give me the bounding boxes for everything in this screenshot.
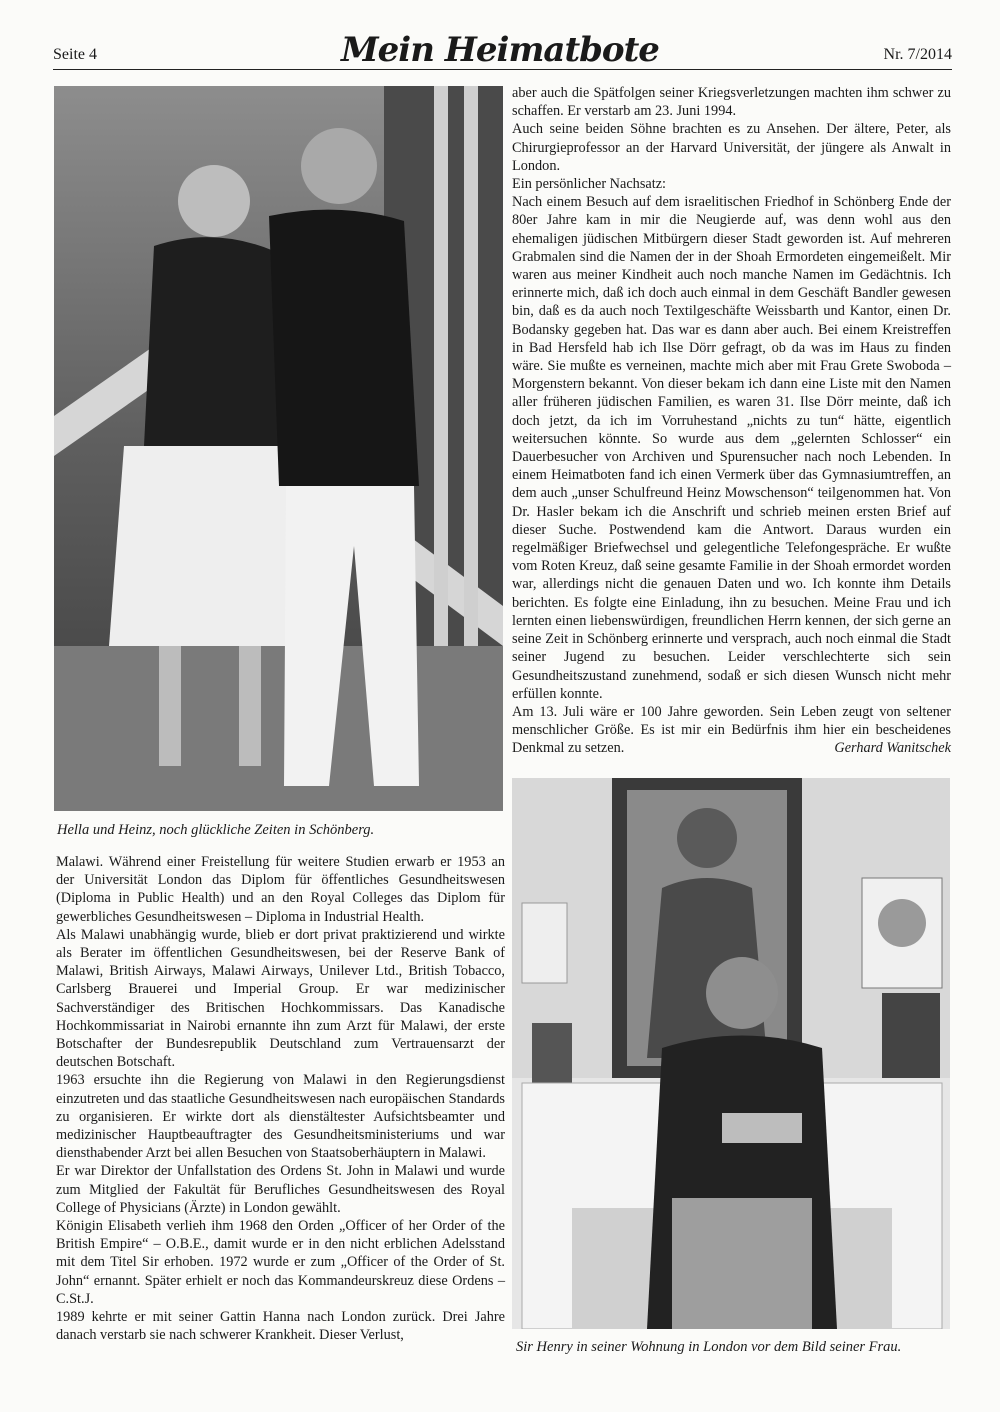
page-number: Seite 4 bbox=[53, 46, 97, 63]
left-column-text bbox=[56, 853, 505, 1344]
paragraph-closing bbox=[512, 703, 951, 758]
paragraph: Nach einem Besuch auf dem israelitischen Friedhof in Schönberg Ende der 80er Jahre kam in mir die Neugierde auf, was denn wohl aus den ehemaligen jüdischen Mitbürgern dieser Stadt geworden ist. Auf mehreren Grabmalen sind die Namen der in der Shoah Ermordeten eingemeißelt. Mir waren aus meiner Kindheit auch noch manche Namen im Gedächtnis. Ich erinnerte mich, daß ich doch auch einmal in dem Geschäft Bandler gewesen bin, daß es da auch noch Textilgeschäfte Weissbarth und Kantor, einen Dr. Bodansky gegeben hat. Das war es dann aber auch. Bei einem Kreistreffen in Bad Hersfeld hab ich Ilse Dörr gefragt, ob da was im Haus zu finden wäre. Sie mußte es verneinen, machte mich aber mit Frau Grete Swoboda – Morgenstern bekannt. Von dieser bekam ich dann eine Liste mit den Namen aller früheren jüdischen Familien, es waren 31. Ilse Dörr meinte, daß ich doch jetzt, da ich im Vorruhestand „nichts zu tun“ hätte, eigentlich weitersuchen könnte. So wurde aus dem „gelernten Schlosser“ ein Dauerbesucher von Archiven und Spurensucher nach noch Lebenden. In einem Heimatboten fand ich einen Vermerk über das Gymnasiumtreffen, an dem auch „unser Schulfreund Heinz Mowschenson“ teilgenommen hat. Von Dr. Hasler bekam ich die Anschrift und schrieb meinen ersten Brief auf dieser Suche. Postwendend kam die Antwort. Daraus wurden ein regelmäßiger Briefwechsel und gelegentliche Telefongespräche. Er wußte vom Roten Kreuz, daß seine gesamte Familie in der Shoah ermordet worden war, allerdings nicht die genauen Daten und wo. Ich konnte ihm Details berichten. Es folgte eine Einladung, ihn zu besuchen. Meine Frau und ich lernten einen liebenswürdigen, freundlichen Herrn kennen, der sich gerne an seine Zeit in Schönberg erinnerte und versprach, auch noch einmal die Stadt seiner Jugend zu besuchen. Leider verschlechterte sich sein Gesundheitszustand zunehmend, sodaß er sich diesen Wunsch nicht mehr erfüllen konnte. bbox=[512, 194, 951, 702]
paragraph: Malawi. Während einer Freistellung für weitere Studien erwarb er 1953 an der Universität London das Diplom für öffentliches Gesundheitswesen (Diploma in Public Health) und an den Royal Colleges das Diplom für gewerbliches Gesundheitswesen – Diploma in Industrial Health. bbox=[56, 854, 505, 925]
couple-photo bbox=[54, 86, 503, 811]
photo2-caption: Sir Henry in seiner Wohnung in London vor dem Bild seiner Frau. bbox=[516, 1339, 902, 1355]
masthead-title: Mein Heimatbote bbox=[341, 30, 659, 70]
closing-text: Am 13. Juli wäre er 100 Jahre geworden. Sein Leben zeugt von seltener menschlicher Größe. Es ist mir ein Bedürfnis ihm hier ein bescheidenes Denkmal zu setzen. bbox=[512, 703, 951, 757]
photo1-caption: Hella und Heinz, noch glückliche Zeiten in Schönberg. bbox=[57, 822, 375, 838]
right-column-text bbox=[512, 84, 951, 758]
paragraph: 1963 ersuchte ihn die Regierung von Malawi in den Regierungsdienst einzutreten und das staatliche Gesundheitswesen nach europäischen Standards zu organisieren. Er wirkte dort als dienstältester Aufsichtsbeamter und medizinischer Hauptbeauftragter des Gesundheitsministeriums und war diensthabender Arzt bei allen Besuchen von Staatsoberhäuptern in Malawi. bbox=[56, 1072, 505, 1162]
paragraph: Königin Elisabeth verlieh ihm 1968 den Orden „Officer of her Order of the British Empire“ – O.B.E., damit wurde er in den nicht erblichen Adelsstand mit dem Titel Sir erhoben. 1972 wurde er zum „Officer of the Order of St. John“ ernannt. Später erhielt er noch das Kommandeurskreuz diese Ordens – C.St.J. bbox=[56, 1218, 505, 1307]
paragraph: aber auch die Spätfolgen seiner Kriegsverletzungen machten ihm schwer zu schaffen. Er verstarb am 23. Juni 1994. bbox=[512, 85, 951, 120]
paragraph: Als Malawi unabhängig wurde, blieb er dort privat praktizierend und wirkte als Berater im öffentlichen Gesundheitswesen, bei der Reserve Bank of Malawi, British Airways, Malawi Airways, Unilever Ltd., British Tobacco, Carlsberg Brauerei und Imperial Group. Er war medizinischer Sachverständiger des Britischen Hochkommissars. Das Kanadische Hochkommissariat in Nairobi ernannte ihn zum Arzt für Malawi, der erste Botschafter der Bundesrepublik Deutschland zum Vertrauensarzt der deutschen Botschaft. bbox=[56, 926, 505, 1071]
paragraph: 1989 kehrte er mit seiner Gattin Hanna nach London zurück. Drei Jahre danach verstarb sie nach schwerer Krankheit. Dieser Verlust, bbox=[56, 1309, 505, 1344]
sir-henry-photo bbox=[512, 778, 950, 1329]
paragraph: Auch seine beiden Söhne brachten es zu Ansehen. Der ältere, Peter, als Chirurgieprofessor an der Harvard Universität, der jüngere als Anwalt in London. bbox=[512, 121, 951, 174]
header-rule bbox=[53, 69, 952, 70]
paragraph: Ein persönlicher Nachsatz: bbox=[512, 176, 667, 193]
issue-number: Nr. 7/2014 bbox=[883, 46, 952, 63]
signature: Gerhard Wanitschek bbox=[834, 740, 951, 757]
paragraph: Er war Direktor der Unfallstation des Ordens St. John in Malawi und wurde zum Mitglied der Fakultät für Berufliches Gesundheitswesen des Royal College of Physicians (Ärzte) in London gewählt. bbox=[56, 1163, 505, 1216]
